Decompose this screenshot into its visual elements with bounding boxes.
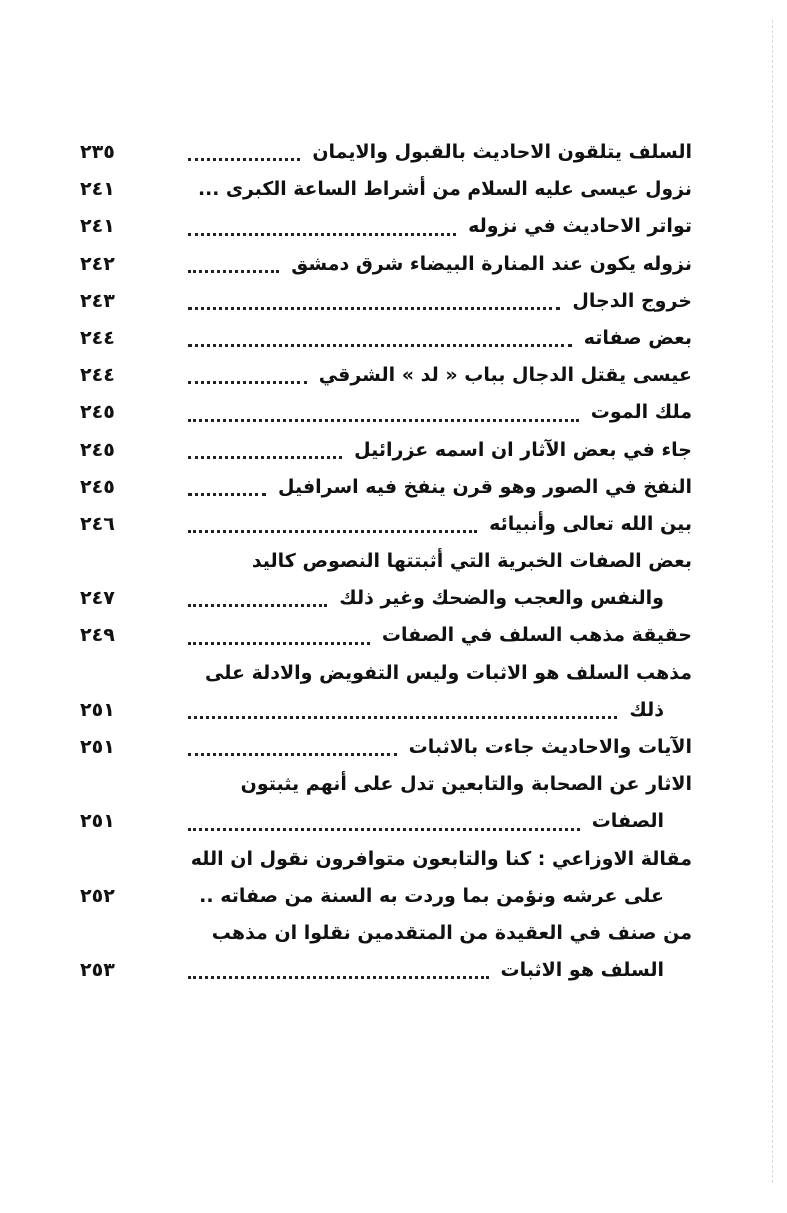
dot-leader [188,381,307,384]
toc-entry-title: بعض صفاته [583,326,692,349]
toc-entry-page-number: ٢٤١ [80,215,115,238]
toc-entry [80,915,692,952]
toc-entry-title: مذهب السلف هو الاثبات وليس التفويض والادلة على [205,661,692,684]
toc-entry-page-number: ٢٥١ [80,698,115,721]
toc-entry-page-number: ٢٤٧ [80,587,115,610]
toc-entry-title: بعض الصفات الخبرية التي أثبتتها النصوص كاليد [251,550,692,573]
toc-entry-page-number: ٢٤٣ [80,289,115,312]
toc-entry-title: من صنف في العقيدة من المتقدمين نقلوا ان مذهب [211,921,692,944]
toc-entry-page-number: ٢٤٥ [80,475,115,498]
toc-entry [80,952,692,989]
toc-entry [80,134,692,171]
toc-entry-title: الصفات [591,810,664,833]
toc-entry-page-number: ٢٤٥ [80,401,115,424]
dot-leader [188,307,560,310]
toc-entry [80,766,692,803]
dot-leader [188,158,300,161]
dot-leader [188,753,397,756]
toc-entry-page-number: ٢٤٢ [80,252,115,275]
toc-entry [80,506,692,543]
toc-entry-title: مقالة الاوزاعي : كنا والتابعون متوافرون نقول ان الله [190,847,692,870]
toc-entry-title: بين الله تعالى وأنبيائه [489,512,692,535]
toc-entry [80,208,692,245]
dot-leader [188,716,617,719]
dot-leader [188,493,266,496]
toc-entry [80,617,692,654]
toc-entry [80,394,692,431]
toc-entry [80,469,692,506]
toc-entry-title: ذلك [629,698,664,721]
toc-entry-page-number: ٢٣٥ [80,141,115,163]
toc-entry-title: والنفس والعجب والضحك وغير ذلك [339,587,664,610]
toc-entry-title: تواتر الاحاديث في نزوله [468,215,692,238]
toc-entry-title: نزول عيسى عليه السلام من أشراط الساعة الكبرى ... [198,178,692,201]
dot-leader [188,270,279,273]
toc-entry [80,655,692,692]
toc-entry-title: ملك الموت [590,401,692,424]
toc-entry-title: الآيات والاحاديث جاءت بالاثبات [408,736,692,758]
toc-entry [80,357,692,394]
toc-entry-page-number: ٢٥١ [80,736,115,758]
toc-entry-title: النفخ في الصور وهو قرن ينفخ فيه اسرافيل [278,475,692,498]
toc-entry [80,878,692,915]
toc-entry-title: خروج الدجال [572,289,692,312]
table-of-contents [80,134,692,989]
dot-leader [188,344,572,347]
toc-entry-page-number: ٢٥١ [80,810,115,833]
toc-entry [80,432,692,469]
toc-entry [80,692,692,729]
toc-entry-page-number: ٢٤٥ [80,438,115,461]
toc-entry [80,729,692,766]
dot-leader [188,976,489,979]
toc-entry [80,580,692,617]
toc-entry-page-number: ٢٤٩ [80,624,115,647]
scan-edge-line [772,20,773,1183]
dot-leader [188,642,370,645]
toc-entry-page-number: ٢٤٦ [80,512,115,535]
toc-entry-page-number: ٢٥٢ [80,884,115,907]
toc-entry-page-number: ٢٤٤ [80,326,115,349]
toc-entry-page-number: ٢٤٤ [80,364,115,387]
dot-leader [188,456,342,459]
toc-entry-title: حقيقة مذهب السلف في الصفات [381,624,692,647]
toc-entry-title: عيسى يقتل الدجال بباب « لد » الشرقي [318,364,692,387]
dot-leader [188,233,456,236]
dot-leader [188,419,579,422]
toc-entry-title: على عرشه ونؤمن بما وردت به السنة من صفاته .. [199,884,664,907]
dot-leader [188,530,477,533]
toc-entry-page-number: ٢٤١ [80,178,115,201]
toc-entry-title: جاء في بعض الآثار ان اسمه عزرائيل [354,438,692,461]
toc-entry-title: نزوله يكون عند المنارة البيضاء شرق دمشق [291,252,692,275]
toc-entry-page-number: ٢٥٣ [80,959,115,982]
toc-entry-title: السلف يتلقون الاحاديث بالقبول والايمان [312,141,692,163]
toc-entry [80,841,692,878]
toc-entry-title: السلف هو الاثبات [500,959,664,982]
dot-leader [188,828,580,831]
toc-entry [80,283,692,320]
toc-entry [80,803,692,840]
toc-entry [80,543,692,580]
toc-entry [80,246,692,283]
toc-entry [80,320,692,357]
dot-leader [188,604,327,607]
toc-entry-title: الاثار عن الصحابة والتابعين تدل على أنهم يثبتون [240,773,692,796]
toc-entry [80,171,692,208]
